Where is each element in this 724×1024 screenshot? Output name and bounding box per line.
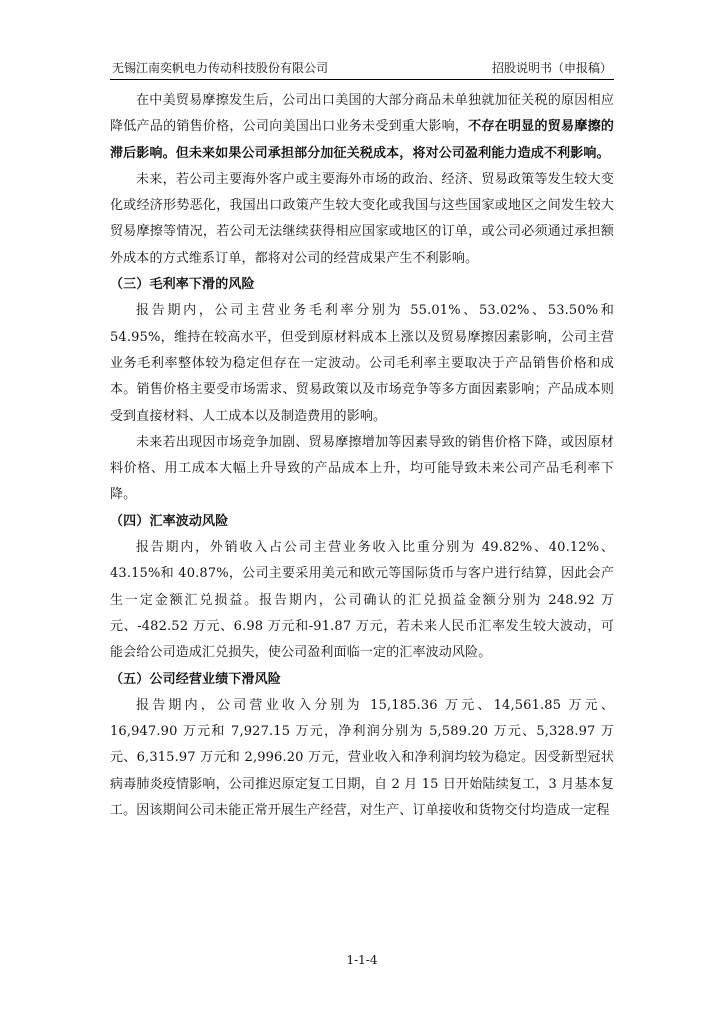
paragraph-trade-friction-emphasis: 不存在明显的贸易摩擦的滞后影响。但未来如果公司承担部分加征关税成本，将对公司盈利能力造成不利影响。	[110, 119, 614, 161]
paragraph-overseas-risk: 未来，若公司主要海外客户或主要海外市场的政治、经济、贸易政策等发生较大变化或经济形势恶化，我国出口政策产生较大变化或我国与这些国家或地区之间发生较大贸易摩擦等情况，若公司无法继续获得相应国家或地区的订单，或公司必须通过承担额外成本的方式维系订单，都将对公司的经营成果产生不利影响。	[110, 171, 614, 266]
header-company-name: 无锡江南奕帆电力传动科技股份有限公司	[112, 61, 329, 75]
section-heading-performance-decline: （五）公司经营业绩下滑风险	[110, 671, 281, 687]
paragraph-exchange-rate: 报告期内，外销收入占公司主营业务收入比重分别为 49.82%、40.12%、43.15%和 40.87%，公司主要采用美元和欧元等国际货币与客户进行结算，因此会产生一定金额汇兑损益。报告期内，公司确认的汇兑损益金额分别为 248.92 万元、-482.52 万元、6.98 万元和-91.87 万元，若未来人民币汇率发生较大波动，可能会给公司造成汇兑损失，使公司盈利面临一定的汇率波动风险。	[110, 540, 614, 661]
header-divider	[110, 79, 614, 80]
section-heading-exchange-rate: （四）汇率波动风险	[110, 513, 229, 529]
page-number: 1-1-4	[346, 953, 378, 967]
paragraph-gross-margin-outlook: 未来若出现因市场竞争加剧、贸易摩擦增加等因素导致的销售价格下降，或因原材料价格、用工成本大幅上升导致的产品成本上升，均可能导致未来公司产品毛利率下降。	[110, 434, 614, 503]
paragraph-trade-friction-text: 在中美贸易摩擦发生后，公司出口美国的大部分商品未单独就加征关税的原因相应降低产品的销售价格，公司向美国出口业务未受到重大影响，	[110, 93, 614, 135]
paragraph-trade-friction	[110, 88, 614, 167]
paragraph-performance-decline: 报告期内，公司营业收入分别为 15,185.36 万元、14,561.85 万元、16,947.90 万元和 7,927.15 万元，净利润分别为 5,589.20 万元、5,328.97 万元、6,315.97 万元和 2,996.20 万元，营业收入和净利润均较为稳定。因受新型冠状病毒肺炎疫情影响，公司推迟原定复工日期，自 2 月 15 日开始陆续复工，3 月基本复工。因该期间公司未能正常开展生产经营，对生产、订单接收和货物交付均造成一定程	[110, 697, 614, 819]
section-heading-gross-margin: （三）毛利率下滑的风险	[110, 277, 255, 293]
document-body	[110, 88, 614, 824]
page-header	[110, 59, 614, 79]
header-document-type: 招股说明书（申报稿）	[491, 61, 612, 75]
paragraph-gross-margin: 报告期内，公司主营业务毛利率分别为 55.01%、53.02%、53.50%和 54.95%，维持在较高水平，但受到原材料成本上涨以及贸易摩擦因素影响，公司主营业务毛利率整体较为稳定但存在一定波动。公司毛利率主要取决于产品销售价格和成本。销售价格主要受市场需求、贸易政策以及市场竞争等多方面因素影响；产品成本则受到直接材料、人工成本以及制造费用的影响。	[110, 303, 614, 424]
